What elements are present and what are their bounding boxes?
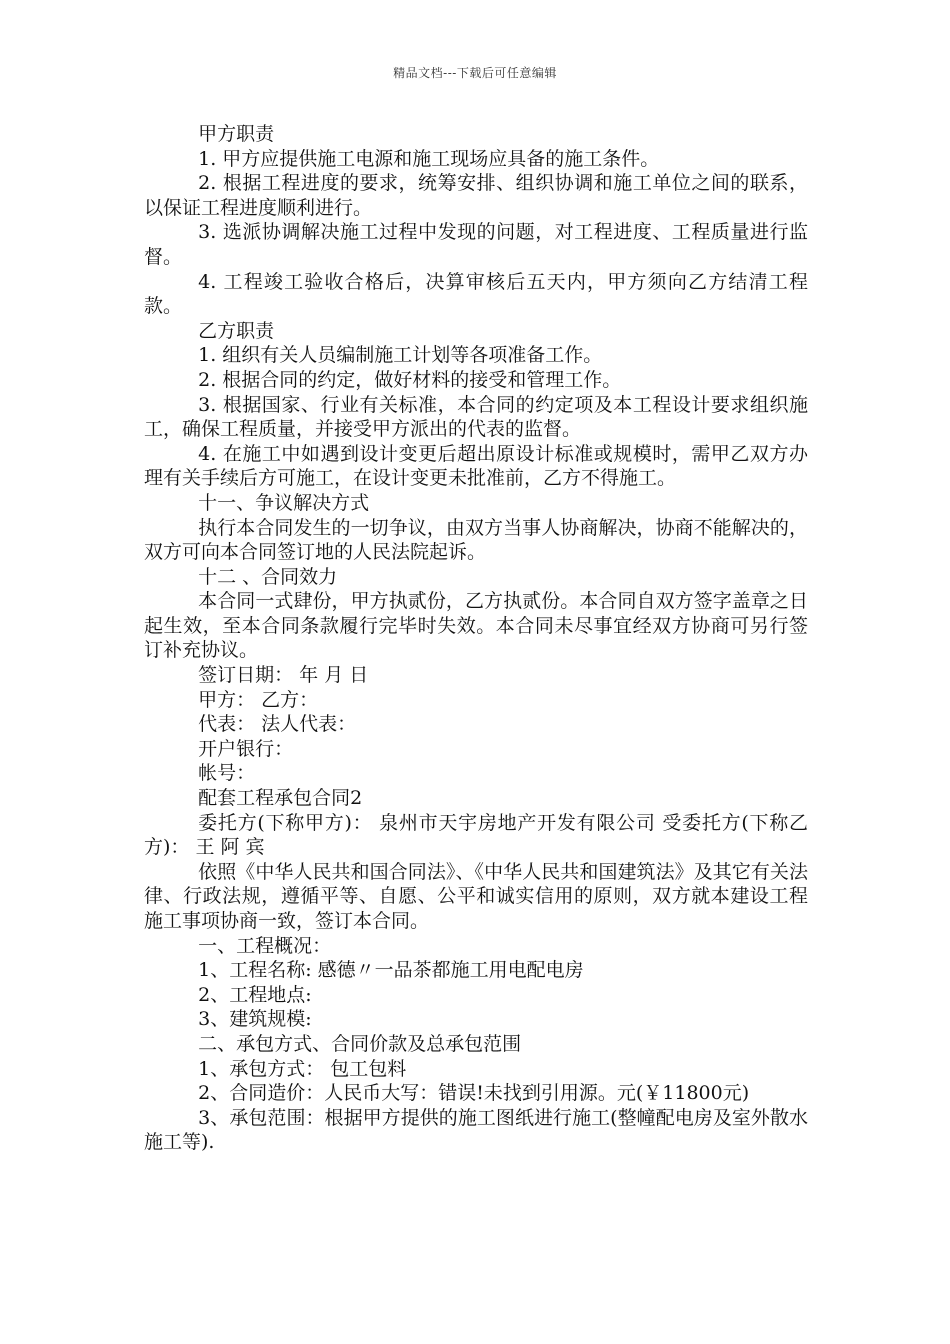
section-heading: 一、工程概况： [198,934,332,957]
section-heading: 乙方职责 [198,319,275,342]
paragraph: 3. 选派协调解决施工过程中发现的问题，对工程进度、工程质量进行监督。 [144,221,808,268]
page-header: 精品文档---下载后可任意编辑 [393,66,557,80]
paragraph: 1、承包方式： 包工包料 [198,1057,407,1080]
paragraph: 1. 甲方应提供施工电源和施工现场应具备的施工条件。 [198,147,660,170]
paragraph: 4. 在施工中如遇到设计变更后超出原设计标准或规模时，需甲乙双方办理有关手续后方可施工，在设计变更未批准前，乙方不得施工。 [144,442,808,490]
paragraph: 3、承包范围：根据甲方提供的施工图纸进行施工(整幢配电房及室外散水施工等). [144,1106,808,1154]
paragraph: 执行本合同发生的一切争议，由双方当事人协商解决，协商不能解决的，双方可向本合同签订地的人民法院起诉。 [144,516,808,564]
document-body [144,122,808,1155]
contract-title: 配套工程承包合同2 [198,787,363,810]
signing-date: 签订日期： 年 月 日 [198,664,369,687]
representative-line: 代表： 法人代表： [198,713,357,736]
account-line: 帐号： [198,762,256,785]
bank-line: 开户银行： [198,737,294,760]
paragraph: 依照《中华人民共和国合同法》、《中华人民共和国建筑法》及其它有关法律、行政法规，遵循平等、自愿、公平和诚实信用的原则，双方就本建设工程施工事项协商一致，签订本合同。 [144,860,808,932]
paragraph: 3. 根据国家、行业有关标准，本合同的约定项及本工程设计要求组织施工，确保工程质量，并接受甲方派出的代表的监督。 [144,393,808,441]
paragraph: 2、工程地点: [198,983,312,1006]
section-heading: 二、承包方式、合同价款及总承包范围 [198,1032,522,1055]
party-line: 甲方： 乙方： [198,688,319,711]
paragraph: 2、合同造价：人民币大写：错误!未找到引用源。元(￥11800元) [198,1082,750,1105]
section-heading: 甲方职责 [198,123,275,145]
section-heading: 十一、争议解决方式 [198,491,370,514]
paragraph: 1. 组织有关人员编制施工计划等各项准备工作。 [198,344,603,367]
paragraph: 2. 根据工程进度的要求，统筹安排、组织协调和施工单位之间的联系，以保证工程进度顺利进行。 [144,172,808,219]
section-heading: 十二 、合同效力 [198,565,338,588]
paragraph: 1、工程名称: 感德〃一品茶都施工用电配电房 [198,959,584,982]
paragraph: 4. 工程竣工验收合格后，决算审核后五天内，甲方须向乙方结清工程款。 [144,270,808,318]
paragraph: 3、建筑规模: [198,1008,312,1031]
paragraph: 委托方(下称甲方)： 泉州市天宇房地产开发有限公司 受委托方(下称乙方)： 王 阿 宾 [144,811,808,859]
paragraph: 本合同一式肆份，甲方执贰份，乙方执贰份。本合同自双方签字盖章之日起生效，至本合同条款履行完毕时失效。本合同未尽事宜经双方协商可另行签订补充协议。 [144,590,808,662]
paragraph: 2. 根据合同的约定，做好材料的接受和管理工作。 [198,368,622,391]
